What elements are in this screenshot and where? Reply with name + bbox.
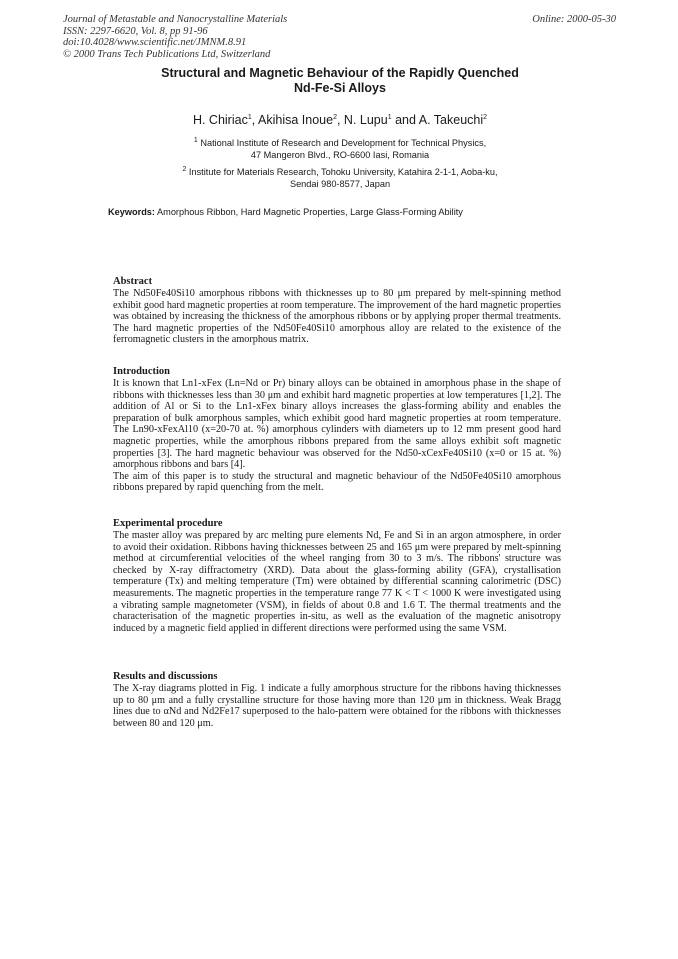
introduction-text: It is known that Ln1-xFex (Ln=Nd or Pr) binary alloys can be obtained in amorphous phase in the shape of ribbons with thicknesses less than 30 μm and exhibit hard magnetic properties at low temperatures [1,2]. The addition of Al or Si to the Ln1-xFex binary alloys increases the glass-forming ability and enables the preparation of bulk amorphous samples, which exhibit good hard magnetic properties at room temperature. The Ln90-xFexAl10 (x=20-70 at. %) amorphous cylinders with diameters up to 12 mm present good hard magnetic properties, while the amorphous ribbons prepared from the same alloys exhibit soft magnetic properties [3]. The hard magnetic behaviour was observed for the Nd50-xCexFe40Si10 (x=0 or 15 at. %) amorphous ribbons and bars [4]. — [113, 378, 561, 471]
journal-header — [63, 14, 623, 60]
online-date: Online: 2000-05-30 — [532, 14, 616, 25]
keywords — [108, 207, 628, 217]
title-line-1: Structural and Magnetic Behaviour of the Rapidly Quenched — [161, 66, 519, 80]
author-list: H. Chiriac$^1$, Akihisa Inoue$^2$, N. Lupu$^1$ and A. Takeuchi$^2$ — [192, 113, 488, 127]
author-affiliation-mark: 2 — [333, 113, 337, 121]
results-section — [113, 671, 561, 729]
experimental-section — [113, 518, 561, 634]
section-heading: Experimental procedure — [113, 518, 223, 529]
author-name: A. Takeuchi — [418, 113, 484, 127]
title-line-2: Nd-Fe-Si Alloys — [294, 81, 386, 95]
author-name: Akihisa Inoue — [258, 113, 334, 127]
introduction-text-2: The aim of this paper is to study the structural and magnetic behaviour of the Nd50Fe40Si10 amorphous ribbons prepared by rapid quenching from the melt. — [113, 470, 561, 494]
doi: doi:10.4028/www.scientific.net/JMNM.8.91 — [63, 37, 247, 48]
keywords-text: Amorphous Ribbon, Hard Magnetic Properties, Large Glass-Forming Ability — [157, 207, 463, 217]
experimental-text: The master alloy was prepared by arc melting pure elements Nd, Fe and Si in an argon atmosphere, in order to avoid their oxidation. Ribbons having thicknesses between 25 and 165 μm were prepared by melt-spinning method at circumferential velocities of the wheel ranging from 30 to 3 m/s. The ribbons' structure was checked by X-ray diffractometry (XRD). Data about the glass-forming ability (GFA), crystallisation temperature (Tx) and melting temperature (Tm) were obtained by differential scanning calorimetric (DSC) measurements. The magnetic properties in the temperature range 77 K < T < 1000 K were investigated using a vibrating sample magnetometer (VSM), in fields of about 0.8 and 1.6 T. The thermal treatments and the characterisation of the magnetic properties in-situ, as well as the evaluation of the magnetic anisotropy induced by a magnetic field applied in different directions were performed using the same VSM. — [113, 530, 561, 634]
issn: ISSN: 2297-6620, Vol. 8, pp 91-96 — [63, 25, 208, 37]
author-affiliation-mark: 1 — [247, 113, 252, 121]
section-heading: Results and discussions — [113, 671, 218, 682]
author-affiliation-mark: 1 — [387, 113, 392, 121]
paper-title — [80, 66, 600, 96]
keywords-label: Keywords: — [108, 207, 155, 217]
author-name: H. Chiriac — [192, 113, 248, 127]
author-affiliation-mark: 2 — [483, 113, 488, 121]
results-text: The X-ray diagrams plotted in Fig. 1 indicate a fully amorphous structure for the ribbons having thicknesses up to 80 μm and a fully crystalline structure for those having more than 120 μm in thickness. Weak Bragg lines due to αNd and Nd2Fe17 superposed to the halo-pattern were obtained for the ribbons with thicknesses between 80 and 120 μm. — [113, 683, 561, 729]
journal-name: Journal of Metastable and Nanocrystalline Materials — [63, 14, 288, 25]
affiliation-1: $^1$ National Institute of Research and Development for Technical Physics, 47 Mangeron Blvd., RO-6600 Iasi, Romania — [193, 136, 487, 160]
abstract-text: The Nd50Fe40Si10 amorphous ribbons with thicknesses up to 80 μm prepared by melt-spinning method exhibit good hard magnetic properties at room temperature. The improvement of the hard magnetic properties was obtained by increasing the thickness of the amorphous ribbons or by applying proper thermal treatments. The hard magnetic properties of the Nd50Fe40Si10 amorphous alloy are related to the existence of the ferromagnetic clusters in the amorphous matrix. — [113, 288, 561, 346]
author-name: N. Lupu — [343, 113, 388, 127]
copyright: © 2000 Trans Tech Publications Ltd, Switzerland — [63, 48, 271, 60]
affiliation-2: $^2$ Institute for Materials Research, Tohoku University, Katahira 2-1-1, Aoba-ku, Sendai 980-8577, Japan — [182, 165, 498, 189]
abstract-section — [113, 276, 561, 346]
section-heading: Abstract — [113, 276, 153, 287]
section-heading: Introduction — [113, 366, 170, 377]
introduction-section — [113, 366, 561, 494]
